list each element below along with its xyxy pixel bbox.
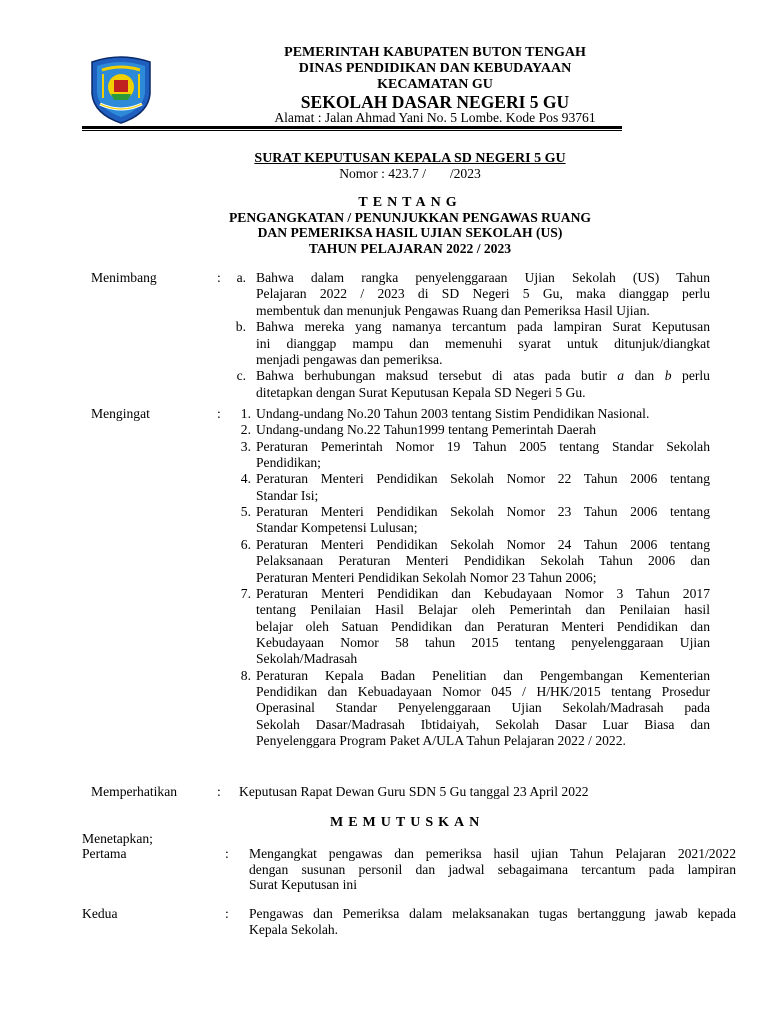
pertama-label: Pertama — [82, 846, 127, 861]
paragraph-line: Pengawas dan Pemeriksa dalam melaksanakan tugas bertanggung jawab kepada — [249, 906, 736, 921]
list-item-marker: 3. — [240, 438, 251, 454]
subject-line-3: TAHUN PELAJARAN 2022 / 2023 — [308, 241, 512, 256]
list-item-line: Peraturan Kepala Badan Penelitian dan Pengembangan Kementerian — [256, 667, 710, 683]
pertama-colon: : — [225, 846, 229, 861]
list-item-line: Peraturan Menteri Pendidikan Sekolah Nomor 23 Tahun 2006; — [256, 569, 597, 585]
list-item-marker: b. — [235, 319, 246, 335]
list-item-line: Kebudayaan Nomor 58 tahun 2015 tentang penyelenggaraan Ujian — [256, 634, 710, 650]
list-item-line: ditetapkan dengan Surat Keputusan Kepala SD Negeri 5 Gu. — [256, 384, 586, 400]
paragraph-line: Mengangkat pengawas dan pemeriksa hasil ujian Tahun Pelajaran 2021/2022 — [249, 846, 736, 861]
list-item-marker: 5. — [240, 504, 251, 520]
kedua-label: Kedua — [82, 906, 118, 921]
decree-title: SURAT KEPUTUSAN KEPALA SD NEGERI 5 GU — [254, 151, 566, 166]
list-item-line: Pelajaran 2022 / 2023 di SD Negeri 5 Gu, maka dianggap perlu — [256, 286, 710, 302]
header-government: PEMERINTAH KABUPATEN BUTON TENGAH — [284, 45, 586, 60]
list-item-line: Undang-undang No.20 Tahun 2003 tentang Sistim Pendidikan Nasional. — [256, 406, 650, 421]
list-item-marker: 6. — [240, 536, 251, 552]
memperhatikan-text: Keputusan Rapat Dewan Guru SDN 5 Gu tanggal 23 April 2022 — [239, 784, 589, 799]
list-item-line: Standar Isi; — [256, 487, 319, 503]
list-item-line: Pendidikan dan Kebuadayaan Nomor 045 / H/HK/2015 tentang Prosedur — [256, 683, 710, 699]
list-item-line: Standar Kompetensi Lulusan; — [256, 520, 418, 536]
list-item-line: ini dianggap mampu dan memenuhi syarat untuk ditunjuk/diangkat — [256, 335, 710, 351]
memutuskan-heading: MEMUTUSKAN — [330, 815, 485, 830]
menimbang-label: Menimbang — [91, 270, 157, 285]
list-item-line: Peraturan Menteri Pendidikan Sekolah Nomor 23 Tahun 2006 tentang — [256, 504, 710, 520]
list-item-marker: 2. — [240, 422, 251, 438]
paragraph-line: dengan susunan personil dan jadwal sebagaimana tercantum pada lampiran — [249, 861, 736, 877]
list-item-line: Bahwa mereka yang namanya tercantum pada lampiran Surat Keputusan — [256, 319, 710, 335]
list-item-marker: a. — [236, 270, 246, 285]
list-item-line: menjadi pengawas dan pemeriksa. — [256, 352, 443, 367]
menetapkan-label: Menetapkan; — [82, 831, 153, 846]
list-item-marker: 7. — [240, 585, 251, 601]
list-item-line: Sekolah Dasar/Madrasah Ibtidaiyah, Sekolah Dasar Luar Biasa dan — [256, 716, 710, 732]
tentang-heading: TENTANG — [358, 195, 462, 210]
mengingat-label: Mengingat — [91, 406, 150, 421]
list-item-line: belajar oleh Satuan Pendidikan dan Peraturan Menteri Pendidikan dan — [256, 618, 710, 634]
list-item-line: Peraturan Menteri Pendidikan dan Kebudayaan Nomor 3 Tahun 2017 — [256, 585, 710, 601]
list-item-line: tentang Penilaian Hasil Belajar oleh Pemerintah dan Penilaian hasil — [256, 602, 710, 618]
list-item-line: Pelaksanaan Peraturan Menteri Pendidikan Sekolah Tahun 2006 dan — [256, 553, 710, 569]
list-item-line: Penyelenggara Program Paket A/ULA Tahun Pelajaran 2022 / 2022. — [256, 733, 626, 748]
memperhatikan-label: Memperhatikan — [91, 784, 178, 799]
kedua-colon: : — [225, 906, 229, 921]
list-item-marker: 8. — [240, 667, 251, 683]
list-item-line: Sekolah/Madrasah — [256, 651, 358, 667]
list-item-line: Peraturan Menteri Pendidikan Sekolah Nomor 22 Tahun 2006 tentang — [256, 471, 710, 487]
list-item-marker: 1. — [240, 406, 251, 421]
header-department: DINAS PENDIDIKAN DAN KEBUDAYAAN — [298, 61, 572, 76]
subject-line-1: PENGANGKATAN / PENUNJUKKAN PENGAWAS RUANG — [228, 210, 591, 225]
list-item-marker: 4. — [240, 471, 251, 487]
header-school-name: SEKOLAH DASAR NEGERI 5 GU — [300, 92, 570, 112]
letterhead-rule — [82, 126, 622, 129]
header-address: Alamat : Jalan Ahmad Yani No. 5 Lombe. Kode Pos 93761 — [274, 110, 596, 125]
subject-line-2: DAN PEMERIKSA HASIL UJIAN SEKOLAH (US) — [257, 225, 563, 240]
mengingat-colon: : — [217, 406, 221, 421]
menimbang-colon: : — [217, 270, 221, 285]
header-district: KECAMATAN GU — [377, 77, 493, 92]
list-item-marker: c. — [236, 368, 246, 384]
paragraph-line: Kepala Sekolah. — [249, 921, 339, 937]
paragraph-line: Surat Keputusan ini — [249, 877, 357, 892]
letterhead-rule-thin — [82, 130, 622, 131]
list-item-line: Operasinal Standar Penyelenggaraan Ujian Sekolah/Madrasah pada — [256, 700, 710, 716]
list-item-line: Peraturan Menteri Pendidikan Sekolah Nomor 24 Tahun 2006 tentang — [256, 536, 710, 552]
list-item-line: Undang-undang No.22 Tahun1999 tentang Pemerintah Daerah — [256, 422, 597, 438]
list-item-line: Bahwa dalam rangka penyelenggaraan Ujian Sekolah (US) Tahun — [256, 270, 710, 285]
list-item-line: Bahwa berhubungan maksud tersebut di atas pada butir a dan b perlu — [256, 368, 710, 384]
memperhatikan-colon: : — [217, 784, 221, 799]
list-item-line: Peraturan Pemerintah Nomor 19 Tahun 2005 tentang Standar Sekolah — [256, 438, 710, 454]
list-item-line: membentuk dan menunjuk Pengawas Ruang dan Pemeriksa Hasil Ujian. — [256, 302, 650, 318]
list-item-line: Pendidikan; — [256, 455, 321, 471]
kabupaten-logo — [88, 54, 154, 124]
decree-number: Nomor : 423.7 / /2023 — [339, 166, 481, 181]
